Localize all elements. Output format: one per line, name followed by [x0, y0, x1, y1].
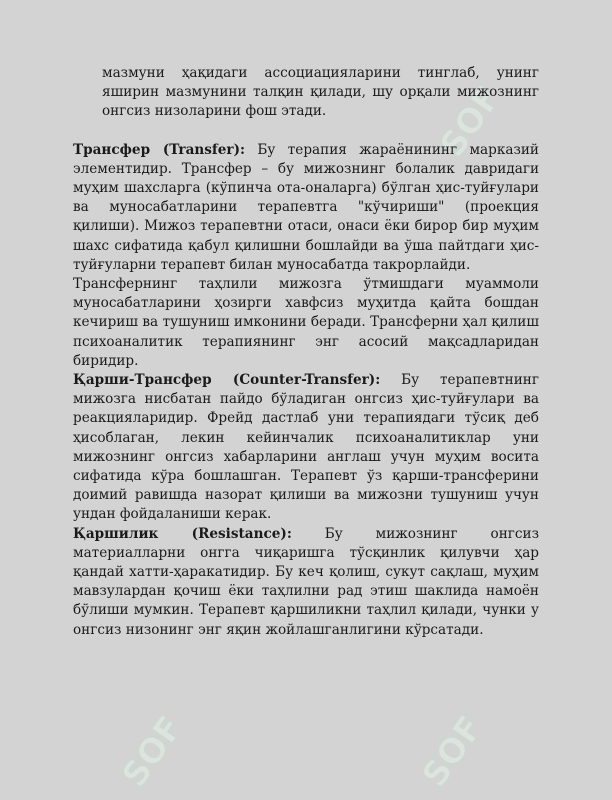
term-transfer: Трансфер (Transfer):: [73, 141, 246, 158]
paragraph-transfer-body: Бу терапия жараёнининг марказий элементидир. Трансфер – бу мижознинг болалик давридаги муҳим шахсларга (кўпинча ота-оналарга) бўлган ҳис-туйғулари ва муносабатларини терапевтга "кўчириши" (проекция қилиши). Мижоз терапевтни отаси, онаси ёки бирор бир муҳим шахс сифатида қабул қилишни бошлайди ва ўша пайтдаги ҳис-туйғуларни терапевт билан муносабатда такрорлайди.: [73, 141, 539, 273]
watermark-text: SOF: [432, 78, 510, 165]
paragraph-transfer-analysis: Трансфернинг таҳлили мижозга ўтмишдаги муаммоли муносабатларини ҳозирги хавфсиз муҳитда қайта бошдан кечириш ва тушуниш имконини беради. Трансферни ҳал қилиш психоаналитик терапиянинг энг асосий мақсадларидан биридир.: [73, 276, 539, 369]
paragraph-resistance: [73, 525, 539, 640]
paragraph-resistance-body: Бу мижознинг онгсиз материалларни онгга чиқаришга тўсқинлик қилувчи ҳар қандай хатти-ҳаракатидир. Бу кеч қолиш, сукут сақлаш, муҳим мавзулардан қочиш ёки таҳлилни рад этиш шаклида намоён бўлиши мумкин. Терапевт қаршиликни таҳлил қилади, чунки у онгсиз низонинг энг яқин жойлашганлигини кўрсатади.: [73, 525, 539, 638]
watermark-logo: [380, 690, 530, 800]
document-page: [73, 64, 539, 640]
watermark-logo: [80, 690, 230, 800]
paragraph-transfer: [73, 141, 539, 275]
watermark-text: SOF: [114, 708, 192, 795]
term-resistance: Қаршилик (Resistance):: [73, 525, 292, 542]
paragraph-counter-transfer: [73, 371, 539, 525]
paragraph-counter-transfer-body: Бу терапевтнинг мижозга нисбатан пайдо бўладиган онгсиз ҳис-туйғулари ва реакцияларидир. Фрейд дастлаб уни терапиядаги тўсиқ деб ҳисоблаган, лекин кейинчалик психоаналитиклар уни мижознинг онгсиз хабарларини англаш учун муҳим восита сифатида кўра бошлашган. Терапевт ўз қарши-трансферини доимий равишда назорат қилиши ва мижозни тушуниш учун ундан фойдаланиши керак.: [73, 372, 539, 523]
watermark-text: SOF: [414, 708, 492, 795]
paragraph-gap: [73, 122, 539, 141]
term-counter-transfer: Қарши-Трансфер (Counter-Transfer):: [73, 372, 381, 389]
paragraph-intro: мазмуни ҳақидаги ассоциацияларини тинглаб, унинг яширин мазмунини талқин қилади, шу орқали мижознинг онгсиз низоларини фош этади.: [102, 65, 539, 120]
